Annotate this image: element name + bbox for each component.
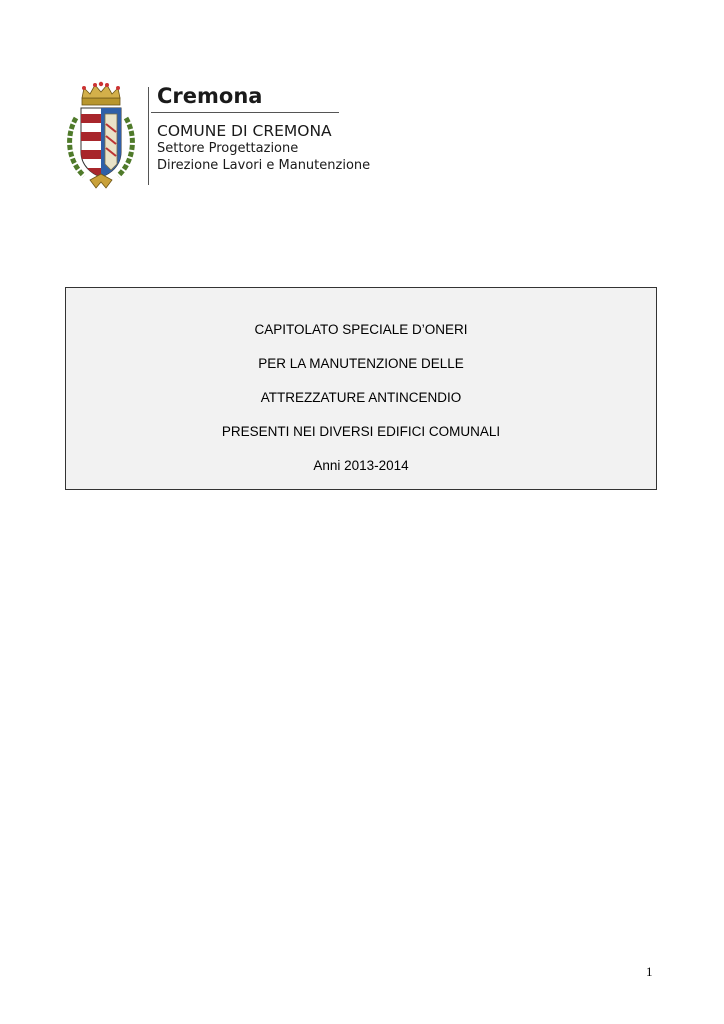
title-line-3: ATTREZZATURE ANTINCENDIO <box>260 390 462 405</box>
title-line-4: PRESENTI NEI DIVERSI EDIFICI COMUNALI <box>221 424 501 439</box>
title-line-2: PER LA MANUTENZIONE DELLE <box>258 356 464 371</box>
document-header <box>62 80 402 195</box>
city-name: Cremona <box>157 84 263 108</box>
direzione-name: Direzione Lavori e Manutenzione <box>157 158 371 173</box>
comune-name: COMUNE DI CREMONA <box>157 122 332 140</box>
title-line-1: CAPITOLATO SPECIALE D’ONERI <box>254 322 468 337</box>
document-title-box <box>65 287 657 490</box>
header-text-block <box>148 84 370 174</box>
header-horizontal-rule <box>151 112 339 113</box>
cremona-coat-of-arms-icon <box>62 80 140 192</box>
title-line-5: Anni 2013-2014 <box>313 458 409 473</box>
settore-name: Settore Progettazione <box>157 141 299 156</box>
page-number: 1 <box>646 964 653 979</box>
header-vertical-rule <box>148 87 149 185</box>
